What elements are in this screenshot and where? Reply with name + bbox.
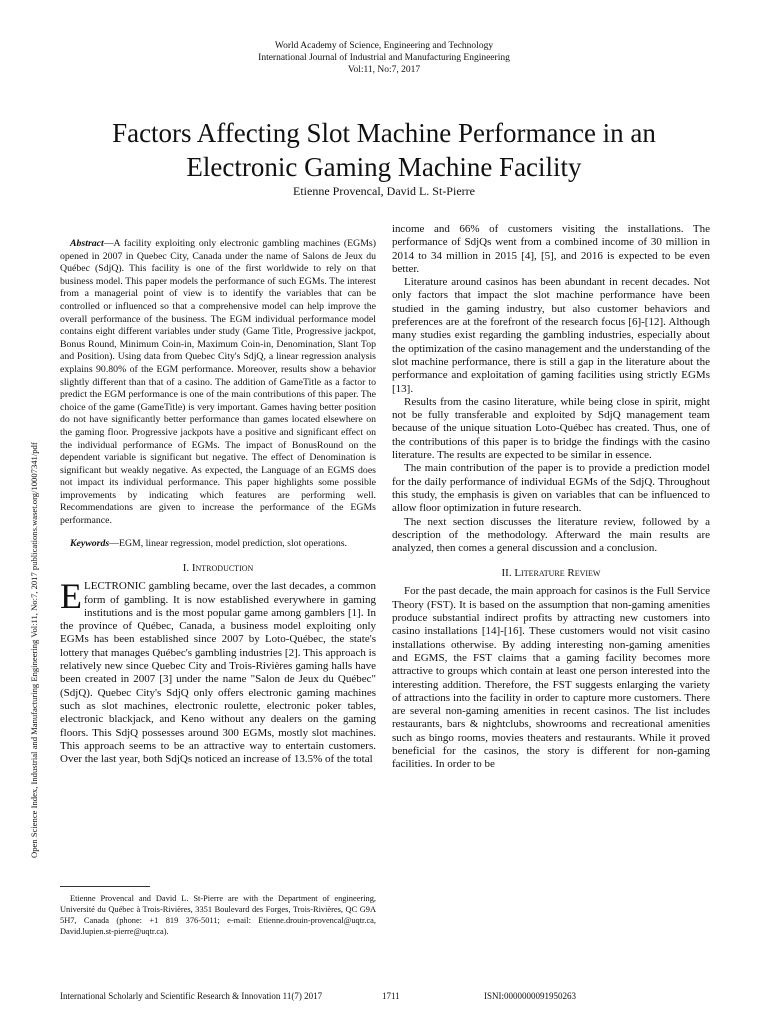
paper-title [40, 116, 728, 184]
section-heading-literature-review: II. Literature Review [501, 567, 601, 580]
paragraph-fst: For the past decade, the main approach for casinos is the Full Service Theory (FST). It is based on the assumption that non-gaming amenities produce substantial indirect profits by attracting new customers into casino installations [14]-[16]. These customers would not visit casino installations otherwise. By adding interesting non-gaming amenities and EGMS, the FST claims that a gaming facility becomes more attractive to groups which contain at least one person interested into the interesting addition. Therefore, the FST suggests enlarging the variety of attractions into the facility in order to capture more customers. There are several non-gaming amenities in recent casinos. The list includes restaurants, bars & nightclubs, showrooms and recreational amenities such as bingo rooms, movies theaters and restaurants. While it proved beneficial for the casinos, the story is different for non-gaming facilities. In order to be [392, 585, 710, 771]
drop-cap: E [60, 576, 82, 617]
header-line-3: Vol:11, No:7, 2017 [347, 65, 421, 75]
footnote-rule [60, 886, 150, 887]
title-line-2: Electronic Gaming Machine Facility [186, 152, 582, 182]
footer-publisher: International Scholarly and Scientific Research & Innovation 11(7) 2017 [60, 991, 323, 1001]
paragraph-contribution: The main contribution of the paper is to provide a prediction model for the daily performance of individual EGMs of the SdjQ. Throughout this study, the emphasis is given on variables that can be influenced to allow floor optimization in future research. [392, 462, 710, 515]
paragraph-literature: Literature around casinos has been abundant in recent decades. Not only factors that impact the slot machine performance have been studied in the gaming industry, but also customer behaviors and preferences are at the forefront of the research focus [6]-[12]. Although many studies exist regarding the gambling industries, especially about the optimization of the casino management and the understanding of the slot machine performance, there is still a gap in the literature about the performance and exploitation of gaming facilities using strictly EGMs [13]. [392, 276, 710, 395]
footer-isni: ISNI:0000000091950263 [484, 991, 576, 1001]
left-column [60, 238, 376, 766]
section-heading-introduction: I. Introduction [182, 562, 254, 575]
title-line-1: Factors Affecting Slot Machine Performance in an [112, 118, 656, 148]
header-line-1: World Academy of Science, Engineering and Technology [274, 41, 494, 51]
abstract [60, 238, 376, 528]
keywords-label: Keywords [70, 537, 110, 549]
journal-header [0, 40, 768, 76]
keywords-text: —EGM, linear regression, model prediction, slot operations. [109, 537, 347, 549]
abstract-text: —A facility exploiting only electronic gambling machines (EGMs) opened in 2007 in Quebec City, Canada under the name of Salons de Jeux du Québec (SdjQ). This facility is one of the first worldwide to rely on that business model. This paper models the performance of such EGMs. The interest from a managerial point of view is to identify the variables that can be controlled or influenced so that a comprehensive model can help improve the overall performance of the business. The EGM individual performance model contains eight different variables under study (Game Title, Progressive jackpot, Bonus Round, Minimum Coin-in, Maximum Coin-in, Denomination, Slant Top and Position). Using data from Quebec City's SdjQ, a linear regression analysis explains 90.80% of the EGM performance. Moreover, results show a behavior slightly different than that of a casino. The addition of GameTitle as a factor to predict the EGM performance is one of the main contributions of this paper. The choice of the game (GameTitle) is very important. Games having better position do not have significantly better performance than games located elsewhere on the gaming floor. Progressive jackpots have a positive and significant effect on the individual performance of EGMs. The impact of BonusRound on the dependent variable is significant but negative. The effect of Denomination is significant but weakly negative. As expected, the Language of an EGMS does not impact its individual performance. This paper highlights some possible improvements by indicating which features are performing well. Recommendations are given to increase the performance of the EGMs performance. [60, 238, 376, 527]
paragraph-outline: The next section discusses the literature review, followed by a description of the methodology. Afterward the main results are analyzed, then comes a general discussion and a conclusion. [392, 515, 710, 555]
header-line-2: International Journal of Industrial and Manufacturing Engineering [258, 53, 510, 63]
right-column [392, 223, 710, 772]
authors: Etienne Provencal, David L. St-Pierre [293, 184, 475, 198]
page-number: 1711 [382, 991, 400, 1001]
abstract-label: Abstract [70, 238, 104, 249]
keywords [60, 538, 376, 551]
paragraph-results: Results from the casino literature, while being close in spirit, might not be fully transferable and exploited by SdjQ management team because of the unique situation Loto-Québec has created. Thus, one of the contributions of this paper is to bridge the findings with the casino literature. The results are expected to be similar in essence. [392, 395, 710, 462]
sidebar-index-text: Open Science Index, Industrial and Manufacturing Engineering Vol:11, No:7, 2017 publications.waset.org/10007341/pdf [29, 442, 39, 858]
intro-text: LECTRONIC gambling became, over the last decades, a common form of gambling. It is now established everywhere in gaming institutions and is the most popular game among gamblers [1]. In the province of Québec, Canada, a business model exploiting only EGMs has been established since 2007 by Loto-Québec, the state's lottery that manages Québec's gambling industries [2]. This approach is relatively new since Quebec City and Trois-Rivières gaming halls have been created in 2007 [3] under the name "Salon de Jeux du Québec" (SdjQ). Quebec City's SdjQ only offers electronic gaming machines such as slot machines, electronic roulette, electronic poker tables, electronic blackjack, and Keno without any dealers on the gaming floors. This SdjQ possesses around 300 EGMs, mostly slot machines. This approach seems to be an attractive way to entertain customers. Over the last year, both SdjQs noticed an increase of 13.5% of the total [60, 580, 376, 766]
paragraph-continued: income and 66% of customers visiting the installations. The performance of SdjQs went from a combined income of 30 million in 2014 to 34 million in 2015 [4], [5], and 2016 is expected to be even better. [392, 223, 710, 275]
author-footnote: Etienne Provencal and David L. St-Pierre are with the Department of engineering, Université du Québec à Trois-Rivières, 3351 Boulevard des Forges, Trois-Rivières, QC G9A 5H7, Canada (phone: +1 819 376-5011; e-mail: Etienne.drouin-provencal@uqtr.ca, David.lupien.st-pierre@uqtr.ca). [60, 894, 376, 936]
intro-paragraph [60, 576, 376, 766]
